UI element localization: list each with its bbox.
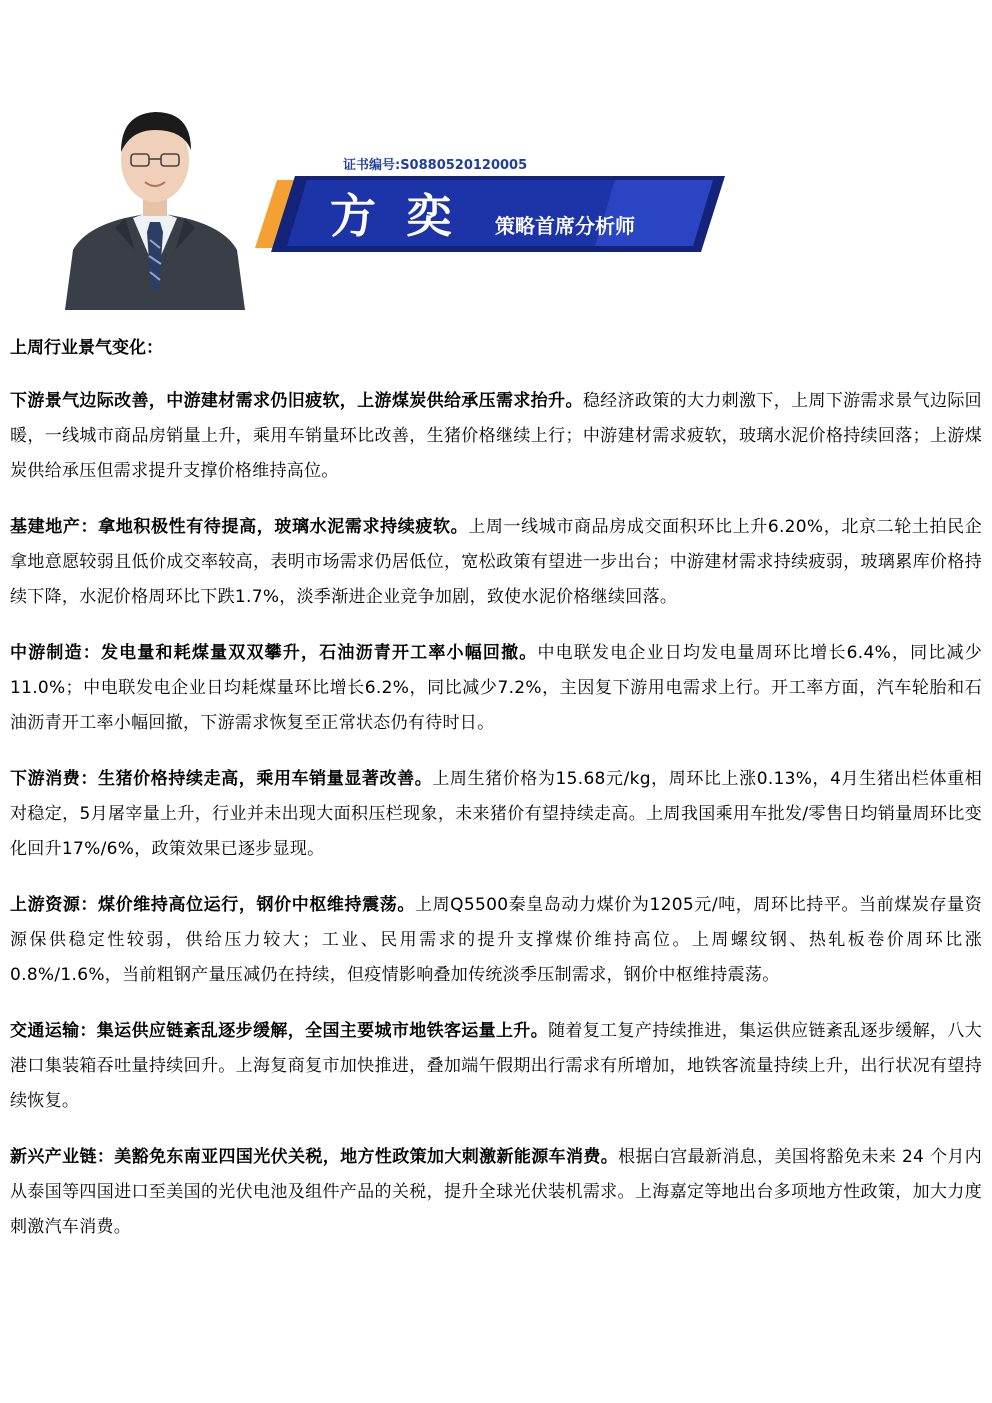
certificate-number: 证书编号:S0880520120005 (343, 158, 528, 173)
paragraph-body: 上周一线城市商品房成交面积环比上升6.20%，北京二轮土拍民企拿地意愿较弱且低价成交率较高，表明市场需求仍居低位，宽松政策有望进一步出台；中游建材需求持续疲弱，玻璃累库价格持续下降，水泥价格周环比下跌1.7%，淡季渐进企业竞争加剧，致使水泥价格继续回落。 (10, 517, 982, 607)
report-body (10, 334, 982, 1266)
analyst-header (0, 0, 992, 320)
paragraph-transport (10, 1014, 982, 1119)
paragraph-midstream (10, 636, 982, 741)
analyst-portrait (55, 100, 255, 310)
paragraph-body: 随着复工复产持续推进，集运供应链紊乱逐步缓解，八大港口集装箱吞吐量持续回升。上海复商复市加快推进，叠加端午假期出行需求有所增加，地铁客流量持续上升，出行状况有望持续恢复。 (10, 1021, 982, 1111)
paragraph-overview (10, 384, 982, 489)
paragraph-heading: 新兴产业链：美豁免东南亚四国光伏关税，地方性政策加大刺激新能源车消费。 (10, 1147, 619, 1167)
paragraph-heading: 下游消费：生猪价格持续走高，乘用车销量显著改善。 (10, 769, 433, 789)
analyst-name: 方奕 (330, 189, 482, 243)
name-banner (255, 176, 725, 252)
paragraph-body: 稳经济政策的大力刺激下，上周下游需求景气边际回暖，一线城市商品房销量上升，乘用车销量环比改善，生猪价格继续上行；中游建材需求疲软，玻璃水泥价格持续回落；上游煤炭供给承压但需求提升支撑价格维持高位。 (10, 391, 982, 481)
paragraph-body: 上周Q5500秦皇岛动力煤价为1205元/吨，周环比持平。当前煤炭存量资源保供稳定性较弱，供给压力较大；工业、民用需求的提升支撑煤价维持高位。上周螺纹钢、热轧板卷价周环比涨0.8%/1.6%，当前粗钢产量压减仍在持续，但疫情影响叠加传统淡季压制需求，钢价中枢维持震荡。 (10, 895, 982, 985)
paragraph-infrastructure (10, 510, 982, 615)
paragraph-body: 根据白宫最新消息，美国将豁免未来 24 个月内从泰国等四国进口至美国的光伏电池及组件产品的关税，提升全球光伏装机需求。上海嘉定等地出台多项地方性政策，加大力度刺激汽车消费。 (10, 1147, 983, 1237)
paragraph-emerging (10, 1140, 982, 1245)
paragraph-body: 上周生猪价格为15.68元/kg，周环比上涨0.13%，4月生猪出栏体重相对稳定，5月屠宰量上升，行业并未出现大面积压栏现象，未来猪价有望持续走高。上周我国乘用车批发/零售日均销量周环比变化回升17%/6%，政策效果已逐步显现。 (10, 769, 982, 859)
paragraph-resources (10, 888, 982, 993)
section-title: 上周行业景气变化： (10, 338, 163, 358)
paragraph-heading: 下游景气边际改善，中游建材需求仍旧疲软，上游煤炭供给承压需求抬升。 (10, 391, 583, 411)
paragraph-heading: 交通运输：集运供应链紊乱逐步缓解，全国主要城市地铁客运量上升。 (10, 1021, 549, 1041)
analyst-role: 策略首席分析师 (495, 214, 635, 238)
paragraph-heading: 中游制造：发电量和耗煤量双双攀升，石油沥青开工率小幅回撤。 (10, 643, 538, 663)
paragraph-heading: 基建地产：拿地积极性有待提高，玻璃水泥需求持续疲软。 (10, 517, 469, 537)
paragraph-heading: 上游资源：煤价维持高位运行，钢价中枢维持震荡。 (10, 895, 415, 915)
paragraph-body: 中电联发电企业日均发电量周环比增长6.4%，同比减少11.0%；中电联发电企业日均耗煤量环比增长6.2%，同比减少7.2%，主因复下游用电需求上行。开工率方面，汽车轮胎和石油沥青开工率小幅回撤，下游需求恢复至正常状态仍有待时日。 (10, 643, 982, 733)
paragraph-consumption (10, 762, 982, 867)
